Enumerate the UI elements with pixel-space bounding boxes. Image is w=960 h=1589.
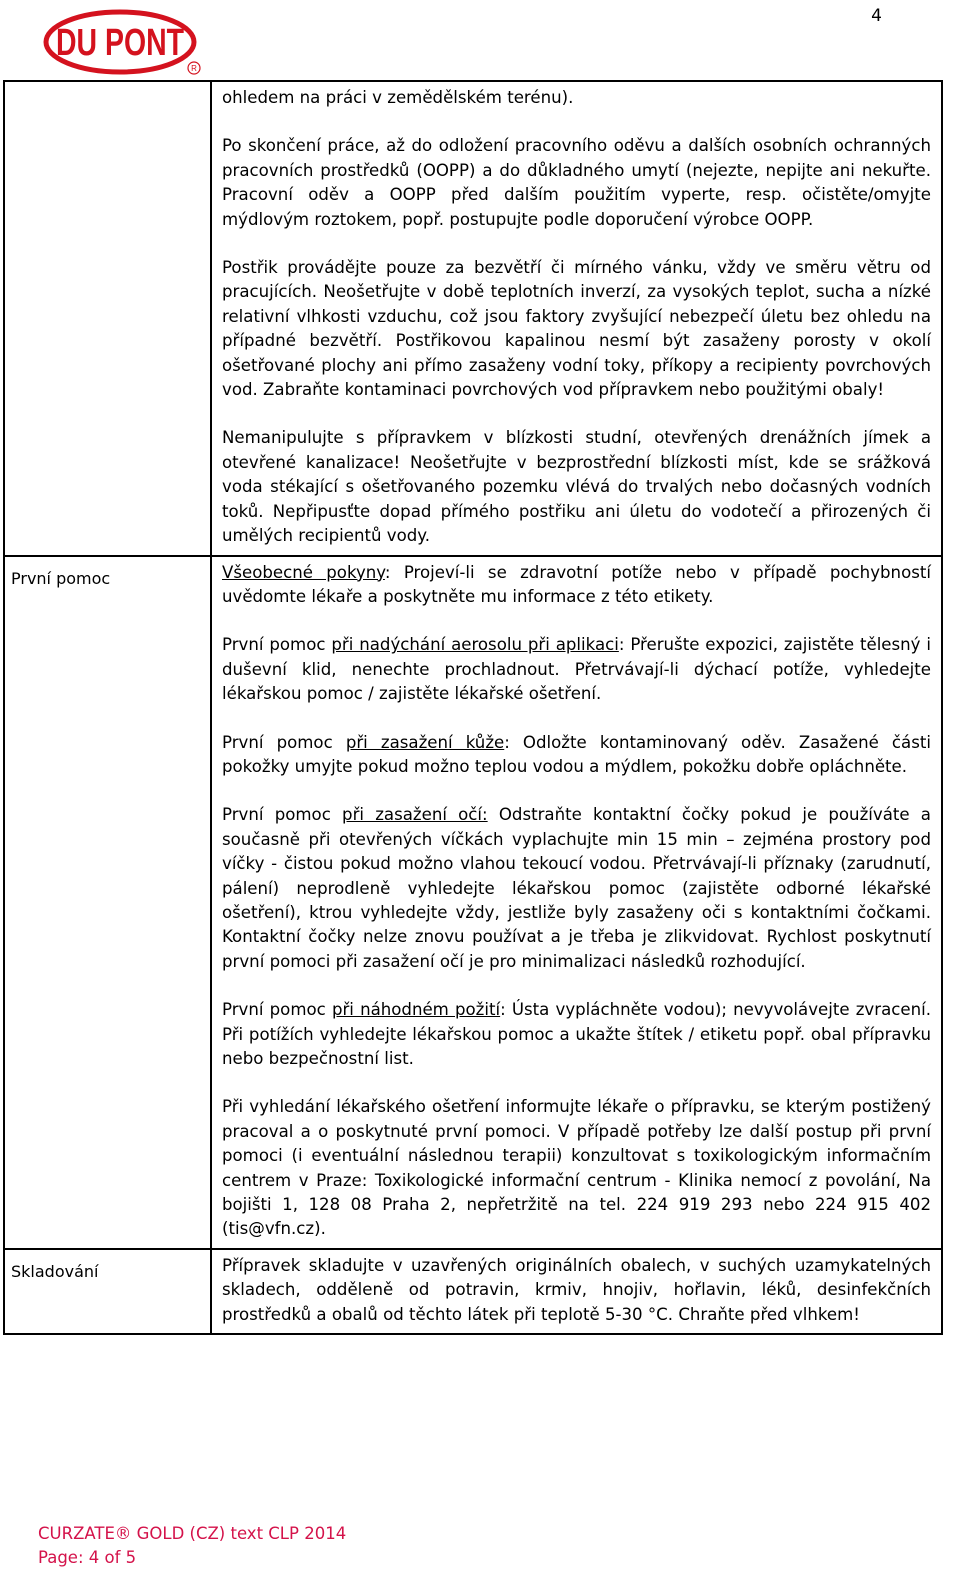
paragraph: Nemanipulujte s přípravkem v blízkosti studní, otevřených drenážních jímek a otevřené kanalizace! Neošetřujte v bezprostřední blízkosti míst, kde se srážková voda stékající s ošetřovaného pozemku vlévá do trvalých nebo dočasných vodních toků. Nepřipusťte dopad přímého postřiku ani úletu do vodotečí a přirozených či umělých recipientů vody. [222,428,931,546]
footer-page-count: Page: 4 of 5 [38,1548,137,1567]
lead-text: První pomoc [222,635,332,655]
underlined-heading: Všeobecné pokyny [222,562,385,582]
table-row-storage [4,1249,942,1334]
body-text: : Odložte kontaminovaný oděv. Zasažené části pokožky umyjte pokud možno teplou vodou a mýdlem, pokožku dobře opláchněte. [222,732,931,776]
registered-mark: R [191,64,197,73]
first-aid-ingestion [222,998,931,1071]
table-row-protection [4,81,942,556]
paragraph: ohledem na práci v zemědělském terénu). [222,88,574,107]
label-table [3,80,943,1335]
paragraph: Po skončení práce, až do odložení pracovního oděvu a dalších osobních ochranných pracovních prostředků (OOPP) a do důkladného umytí (nejezte, nepijte ani nekuřte. Pracovní oděv a OOPP před dalším použitím vyperte, resp. očistěte/omyjte mýdlovým roztokem, popř. postupujte podle doporučení výrobce OOPP. [222,136,931,229]
page-number: 4 [871,6,882,26]
body-text: Odstraňte kontaktní čočky pokud je používáte a současně při otevřených víčkách vyplachujte min 15 min – zejména prostory pod víčky - čistou pokud možno vlahou tekoucí vodou. Přetrvávají-li příznaky (zarudnutí, pálení) neprodleně vyhledejte lékařskou pomoc (zajistěte odborné lékařské ošetření), ktrou vyhledejte vždy, jestliže byly zasaženy oči s kontaktními čočkami. Kontaktní čočky nelze znovu používat a je třeba je zlikvidovat. Rychlost poskytnutí první pomoci při zasažení očí je pro minimalizaci následků rozhodující. [222,805,931,971]
first-aid-skin [222,731,931,780]
first-aid-eyes [222,803,931,974]
page-footer [38,1522,346,1570]
lead-text: První pomoc [222,732,346,752]
body-text: : Přerušte expozici, zajistěte tělesný i duševní klid, nenechte prochladnout. Přetrvávají-li dýchací potíže, vyhledejte lékařskou pomoc / zajistěte lékařské ošetření. [222,635,931,704]
table-row-first-aid [4,556,942,1249]
body-text: : Ústa vypláchněte vodou); nevyvolávejte zvracení. Při potížích vyhledejte lékařskou pomoc a ukažte štítek / etiketu popř. obal přípravku nebo bezpečnostní list. [222,1000,931,1068]
first-aid-inhalation [222,633,931,706]
row-content [211,556,942,1249]
underlined-heading: při zasažení očí: [342,805,488,825]
dupont-logo [44,8,206,76]
body-text: Při vyhledání lékařského ošetření informujte lékaře o přípravku, se kterým postižený pracoval a o poskytnuté první pomoci. V případě potřeby lze další postup při první pomoci (i eventuální následnou terapii) konzultovat s toxikologickým informačním centrem v Praze: Toxikologické informační centrum - Klinika nemocí z povolání, Na bojišti 1, 128 08 Praha 2, nepřetržitě na tel. 224 919 293 nebo 224 915 402 (tis@vfn.cz). [222,1097,931,1239]
row-content [211,1249,942,1334]
logo-wordmark: DU PONT [56,22,184,64]
footer-document-title: CURZATE® GOLD (CZ) text CLP 2014 [38,1524,347,1543]
paragraph: Přípravek skladujte v uzavřených originálních obalech, v suchých uzamykatelných skladech, odděleně od potravin, krmiv, hnojiv, hořlavin, léků, desinfekčních prostředků a obalů od těchto látek při teplotě 5-30 °C. Chraňte před vlhkem! [222,1255,931,1324]
lead-text: První pomoc [222,805,343,825]
row-label-storage: Skladování [4,1249,211,1334]
paragraph: Postřik provádějte pouze za bezvětří či mírného vánku, vždy ve směru větru od pracujících. Neošetřujte v době teplotních inverzí, za vysokých teplot, sucha a nízké relativní vlhkosti vzduchu, což jsou faktory zvyšující nebezpečí úletu bez ohledu na případné bezvětří. Postřikovou kapalinou nesmí být zasaženy porosty v okolí ošetřované plochy ani přímo zasaženy vodní toky, příkopy a recipienty povrchových vod. Zabraňte kontaminaci povrchových vod přípravkem nebo použitými obaly! [222,258,931,400]
body-text: : Projeví-li se zdravotní potíže nebo v případě pochybností uvědomte lékaře a poskytněte mu informace z této etikety. [222,562,931,606]
first-aid-general [222,561,931,610]
lead-text: První pomoc [222,1000,332,1020]
underlined-heading: při náhodném požití [331,1000,501,1020]
underlined-heading: při nadýchání aerosolu při aplikaci [331,635,619,655]
first-aid-medical-info [222,1095,931,1241]
row-content [211,81,942,556]
underlined-heading: při zasažení kůže [345,732,505,752]
row-label-first-aid: První pomoc [4,556,211,1249]
row-label [4,81,211,556]
